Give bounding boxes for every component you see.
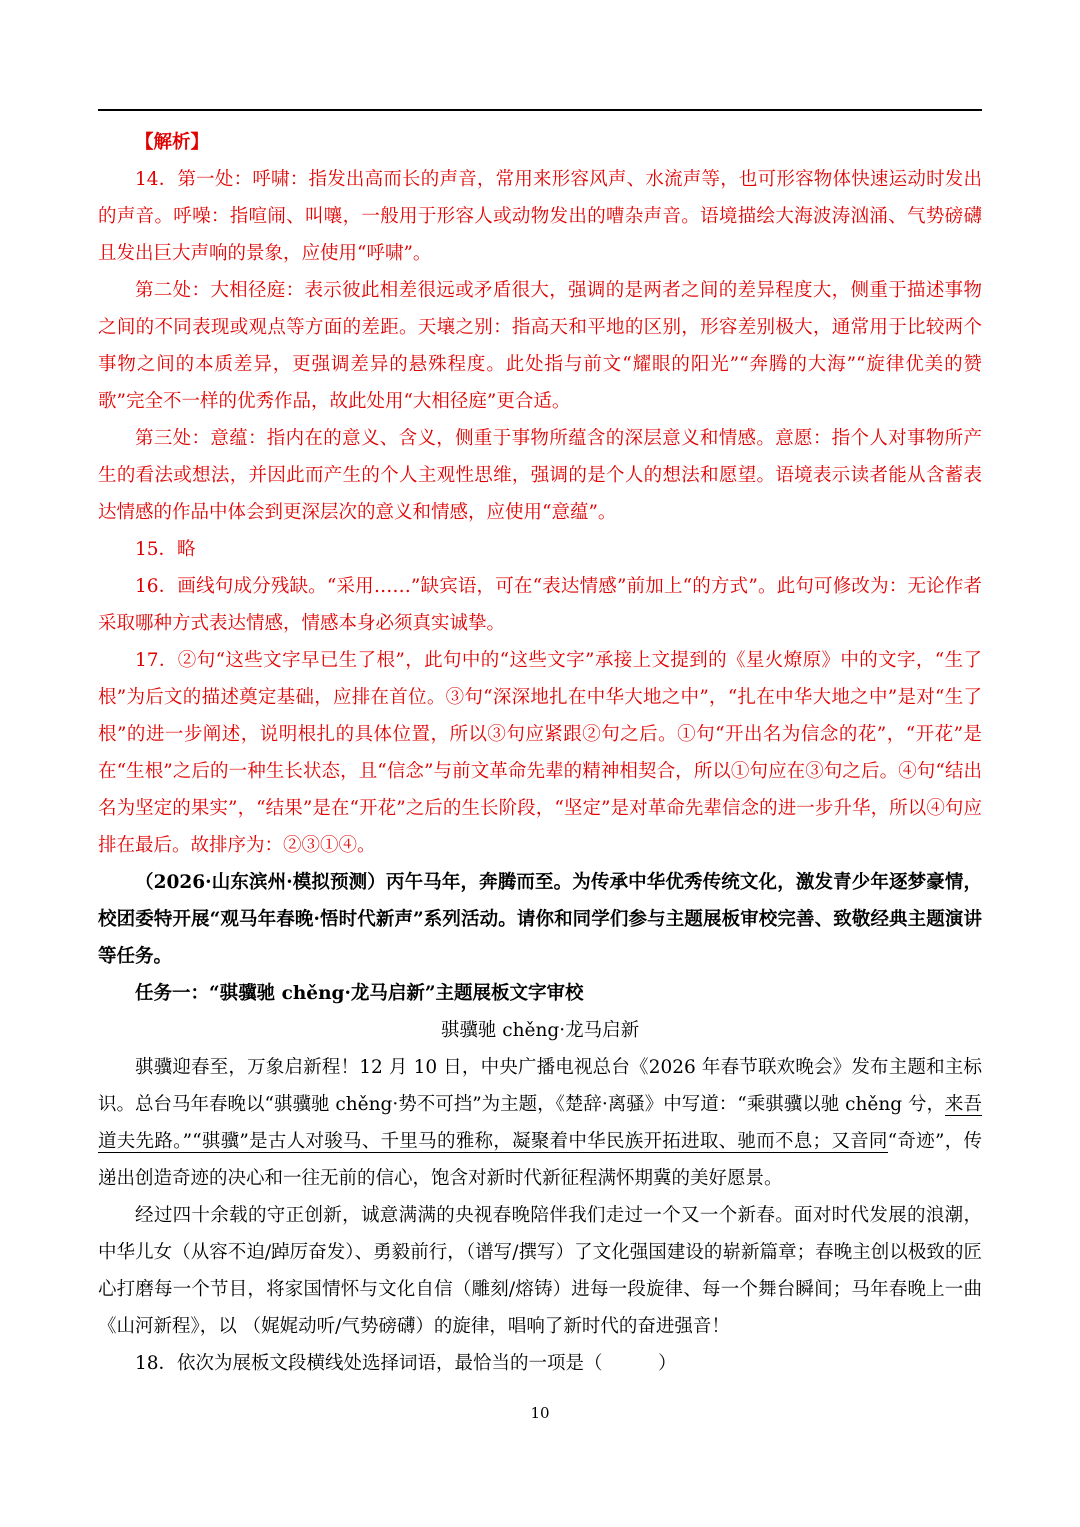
answer-17: 17．②句“这些文字早已生了根”，此句中的“这些文字”承接上文提到的《星火燎原》中的文字，“生了根”为后文的描述奠定基础，应排在首位。③句“深深地扎在中华大地之中”，“扎在中华大地之中”是对“生了根”的进一步阐述，说明根扎的具体位置，所以③句应紧跟②句之后。①句“开出名为信念的花”，“开花”是在“生根”之后的一种生长状态，且“信念”与前文革命先辈的精神相契合，所以①句应在③句之后。④句“结出名为坚定的果实”，“结果”是在“开花”之后的生长阶段，“坚定”是对革命先辈信念的进一步升华，所以④句应排在最后。故排序为：②③①④。 bbox=[98, 650, 982, 856]
answer-16: 16．画线句成分残缺。“采用……”缺宾语，可在“表达情感”前加上“的方式”。此句可修改为：无论作者采取哪种方式表达情感，情感本身必须真实诚挚。 bbox=[98, 576, 982, 634]
header-rule bbox=[98, 109, 982, 111]
answer-15: 15．略 bbox=[135, 539, 196, 560]
page-number: 10 bbox=[530, 1404, 550, 1422]
page-content bbox=[98, 124, 982, 1382]
material-intro: （2026·山东滨州·模拟预测）丙午马年，奔腾而至。为传承中华优秀传统文化，激发青少年逐梦豪情，校团委特开展“观马年春晚·悟时代新声”系列活动。请你和同学们参与主题展板审校完善、致敬经典主题演讲等任务。 bbox=[98, 872, 982, 967]
task-one-title: 任务一：“骐骥驰 chěng·龙马启新”主题展板文字审校 bbox=[135, 983, 584, 1004]
board-paragraph-1 bbox=[98, 1049, 982, 1197]
underlined-sentence: 来吾道夫先路。”“骐骥”是古人对骏马、千里马的雅称，凝聚着中华民族开拓进取、驰而不息；又音同 bbox=[98, 1094, 983, 1152]
answer-14-part1: 14．第一处：呼啸：指发出高而长的声音，常用来形容风声、水流声等，也可形容物体快速运动时发出的声音。呼噪：指喧闹、叫嚷，一般用于形容人或动物发出的嘈杂声音。语境描绘大海波涛汹涌、气势磅礴且发出巨大声响的景象，应使用“呼啸”。 bbox=[98, 169, 982, 264]
answer-14-part3: 第三处：意蕴：指内在的意义、含义，侧重于事物所蕴含的深层意义和情感。意愿：指个人对事物所产生的看法或想法，并因此而产生的个人主观性思维，强调的是个人的想法和愿望。语境表示读者能从含蓄表达情感的作品中体会到更深层次的意义和情感，应使用“意蕴”。 bbox=[98, 428, 982, 523]
board-title: 骐骥驰 chěng·龙马启新 bbox=[440, 1020, 640, 1041]
board-paragraph-2: 经过四十余载的守正创新，诚意满满的央视春晚陪伴我们走过一个又一个新春。面对时代发展的浪潮，中华儿女（从容不迫/踔厉奋发）、勇毅前行，（谱写/撰写）了文化强国建设的崭新篇章；春晚主创以极致的匠心打磨每一个节目，将家国情怀与文化自信（雕刻/熔铸）进每一段旋律、每一个舞台瞬间；马年春晚上一曲《山河新程》，以 （娓娓动听/气势磅礴）的旋律，唱响了新时代的奋进强音！ bbox=[98, 1205, 982, 1337]
analysis-heading: 【解析】 bbox=[135, 132, 210, 153]
answer-14-part2: 第二处：大相径庭：表示彼此相差很远或矛盾很大，强调的是两者之间的差异程度大，侧重于描述事物之间的不同表现或观点等方面的差距。天壤之别：指高天和平地的区别，形容差别极大，通常用于比较两个事物之间的本质差异，更强调差异的悬殊程度。此处指与前文“耀眼的阳光”“奔腾的大海”“旋律优美的赞歌”完全不一样的优秀作品，故此处用“大相径庭”更合适。 bbox=[98, 280, 982, 412]
board-paragraph-1-start: 骐骥迎春至，万象启新程！12 月 10 日，中央广播电视总台《2026 年春节联欢晚会》发布主题和主标识。总台马年春晚以“骐骥驰 chěng·势不可挡”为主题，《楚辞·离骚》中写道：“乘骐骥以驰 chěng 兮， bbox=[98, 1057, 982, 1115]
board-paragraph-1-end: “奇迹”，传递出创造奇迹的决心和一往无前的信心，饱含对新时代新征程满怀期冀的美好愿景。 bbox=[98, 1131, 982, 1189]
question-18: 18．依次为展板文段横线处选择词语，最恰当的一项是（ ） bbox=[135, 1353, 677, 1374]
